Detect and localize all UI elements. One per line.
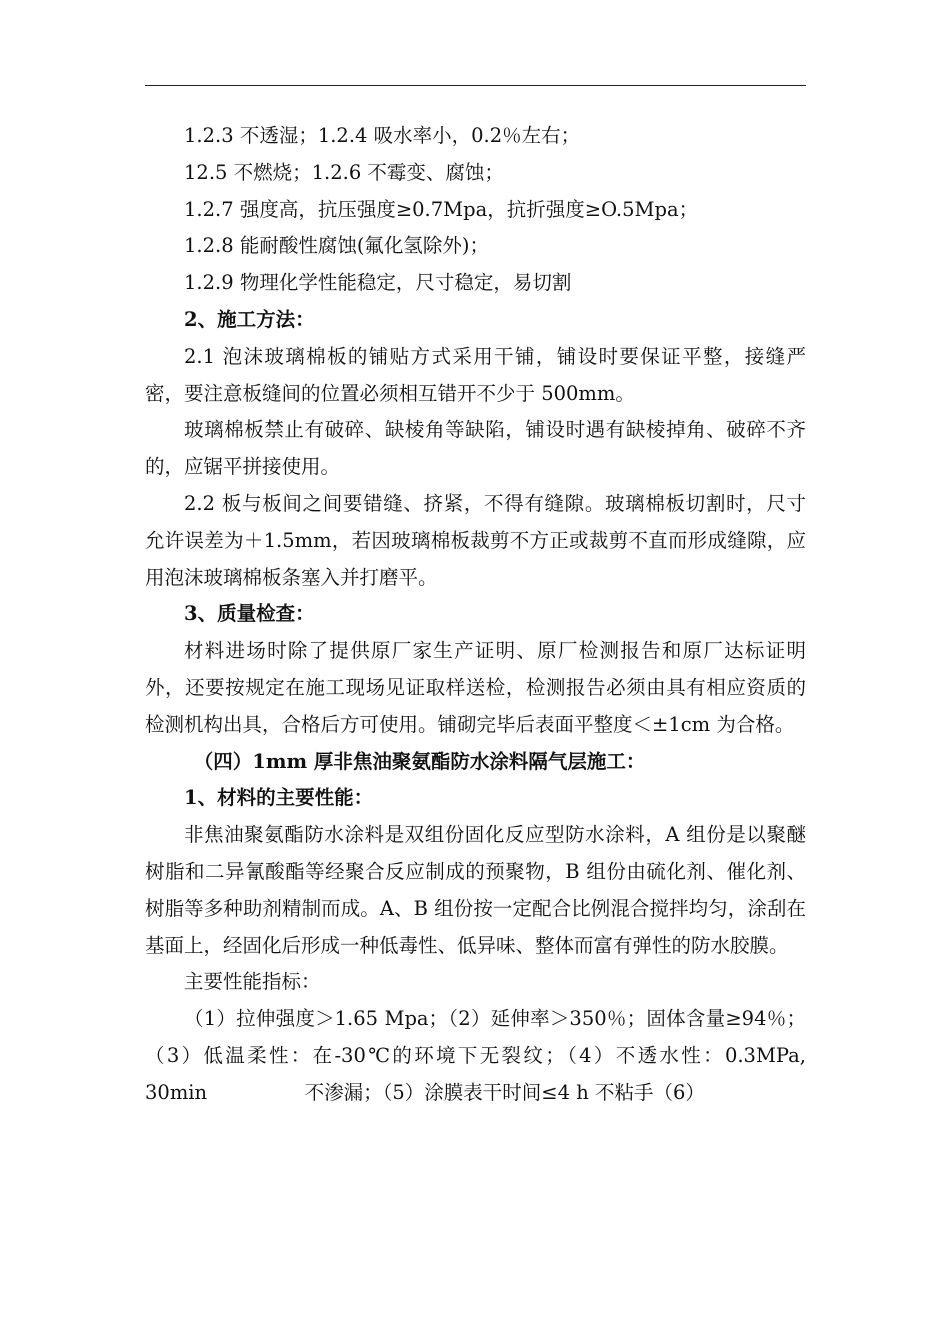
paragraph-strength: 1.2.7 强度高，抗压强度≥0.7Mpa，抗折强度≥O.5Mpa； — [184, 197, 699, 221]
paragraph-stability: 1.2.9 物理化学性能稳定，尺寸稳定，易切割 — [184, 271, 572, 295]
heading-construction-method: 2、施工方法： — [184, 307, 315, 331]
heading-quality-inspection: 3、质量检查： — [184, 602, 315, 626]
paragraph-no-defects: 玻璃棉板禁止有破碎、缺棱角等缺陷，铺设时遇有缺棱掉角、破碎不齐的，应锯平拼接使用。 — [145, 418, 806, 479]
header-rule — [145, 85, 806, 86]
paragraph-dry-laying: 2.1 泡沫玻璃棉板的铺贴方式采用干铺，铺设时要保证平整，接缝严密，要注意板缝间的位置必须相互错开不少于 500mm。 — [145, 344, 806, 405]
document-body — [145, 118, 806, 1112]
paragraph-indicators-list: （1）拉伸强度＞1.65 Mpa；（2）延伸率＞350％；固体含量≥94％；（3）低温柔性：在-30℃的环境下无裂纹；（4）不透水性：0.3MPa, 30min 不渗漏；（5）涂膜表干时间≤4 h 不粘手（6） — [145, 1007, 806, 1104]
paragraph-nonflammable: 12.5 不燃烧；1.2.6 不霉变、腐蚀； — [184, 160, 504, 184]
paragraph-material-inspection: 材料进场时除了提供原厂家生产证明、原厂检测报告和原厂达标证明外，还要按规定在施工现场见证取样送检，检测报告必须由具有相应资质的检测机构出具，合格后方可使用。铺砌完毕后表面平整度＜±1cm 为合格。 — [145, 639, 806, 736]
paragraph-acid-resistance: 1.2.8 能耐酸性腐蚀(氟化氢除外)； — [184, 234, 490, 258]
paragraph-coating-description: 非焦油聚氨酯防水涂料是双组份固化反应型防水涂料，A 组份是以聚醚树脂和二异氰酸酯等经聚合反应制成的预聚物，B 组份由硫化剂、催化剂、树脂等多种助剂精制而成。A、B 组份按一定配合比例混合搅拌均匀，涂刮在基面上，经固化后形成一种低毒性、低异味、整体而富有弹性的防水胶膜。 — [145, 823, 806, 957]
paragraph-indicators-label: 主要性能指标： — [184, 970, 321, 994]
section-heading-vapor-barrier: （四）1mm 厚非焦油聚氨酯防水涂料隔气层施工： — [193, 749, 646, 773]
heading-material-properties: 1、材料的主要性能： — [184, 786, 374, 810]
paragraph-staggered-joints: 2.2 板与板间之间要错缝、挤紧，不得有缝隙。玻璃棉板切割时，尺寸允许误差为＋1.5mm，若因玻璃棉板裁剪不方正或裁剪不直而形成缝隙，应用泡沫玻璃棉板条塞入并打磨平。 — [145, 491, 806, 589]
paragraph-moisture: 1.2.3 不透湿；1.2.4 吸水率小，0.2％左右； — [184, 124, 581, 147]
